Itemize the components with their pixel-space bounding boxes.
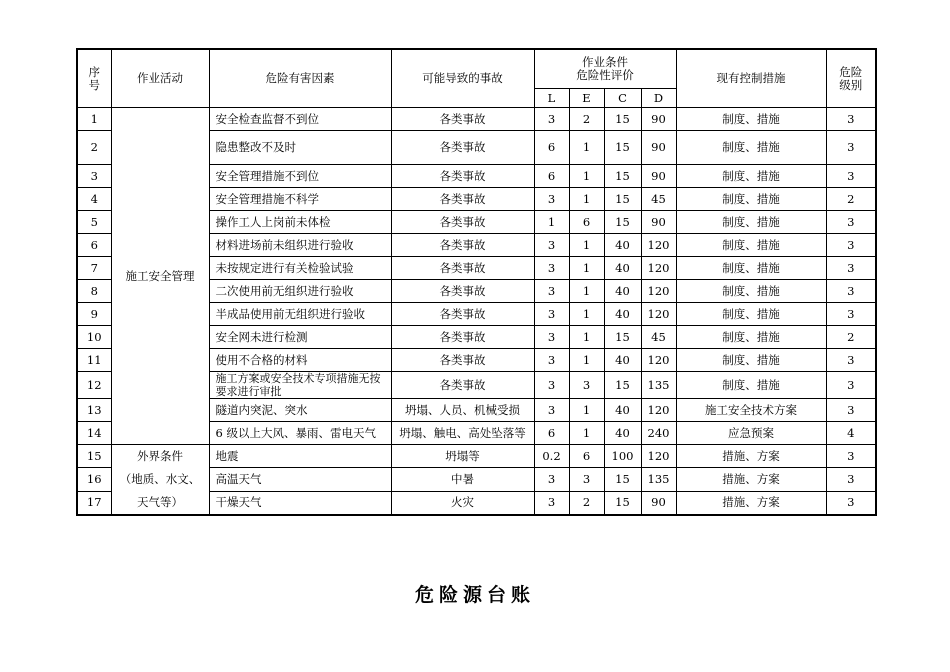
header-condition — [534, 49, 676, 89]
cell-D: 90 — [641, 211, 676, 234]
cell-factor: 施工方案或安全技术专项措施无按要求进行审批 — [209, 372, 391, 399]
cell-accident: 各类事故 — [391, 211, 534, 234]
cell-D: 135 — [641, 372, 676, 399]
cell-seq: 4 — [77, 188, 111, 211]
cell-control: 制度、措施 — [676, 131, 826, 165]
cell-D: 135 — [641, 468, 676, 491]
cell-factor: 半成品使用前无组织进行验收 — [209, 303, 391, 326]
cell-factor: 隐患整改不及时 — [209, 131, 391, 165]
cell-C: 40 — [604, 303, 641, 326]
cell-L: 0.2 — [534, 445, 569, 468]
cell-seq: 5 — [77, 211, 111, 234]
cell-C: 15 — [604, 165, 641, 188]
cell-D: 45 — [641, 188, 676, 211]
cell-accident: 各类事故 — [391, 234, 534, 257]
header-condition-line1: 作业条件 — [582, 55, 628, 69]
cell-level: 3 — [826, 165, 876, 188]
header-accident: 可能导致的事故 — [391, 49, 534, 108]
cell-seq: 10 — [77, 326, 111, 349]
group-line: （地质、水文、 — [119, 472, 201, 486]
cell-factor: 地震 — [209, 445, 391, 468]
cell-level: 3 — [826, 234, 876, 257]
cell-L: 3 — [534, 468, 569, 491]
cell-E: 1 — [569, 188, 604, 211]
cell-D: 240 — [641, 422, 676, 445]
cell-L: 3 — [534, 234, 569, 257]
cell-level: 4 — [826, 422, 876, 445]
table-row — [77, 108, 876, 131]
cell-L: 3 — [534, 280, 569, 303]
cell-L: 3 — [534, 108, 569, 131]
cell-control: 措施、方案 — [676, 445, 826, 468]
cell-E: 3 — [569, 372, 604, 399]
cell-C: 15 — [604, 491, 641, 515]
cell-level: 3 — [826, 131, 876, 165]
cell-control: 措施、方案 — [676, 491, 826, 515]
cell-control: 制度、措施 — [676, 188, 826, 211]
header-seq-part: 序 — [88, 64, 100, 79]
cell-seq: 1 — [77, 108, 111, 131]
header-L: L — [534, 89, 569, 108]
cell-accident: 各类事故 — [391, 108, 534, 131]
cell-control: 制度、措施 — [676, 372, 826, 399]
cell-C: 40 — [604, 349, 641, 372]
cell-L: 3 — [534, 349, 569, 372]
cell-control: 制度、措施 — [676, 280, 826, 303]
cell-E: 1 — [569, 303, 604, 326]
cell-factor: 未按规定进行有关检验试验 — [209, 257, 391, 280]
cell-factor: 二次使用前无组织进行验收 — [209, 280, 391, 303]
cell-L: 1 — [534, 211, 569, 234]
cell-C: 40 — [604, 399, 641, 422]
cell-C: 15 — [604, 211, 641, 234]
cell-D: 90 — [641, 108, 676, 131]
cell-level: 2 — [826, 326, 876, 349]
header-seq — [77, 49, 111, 108]
cell-L: 3 — [534, 257, 569, 280]
cell-level: 3 — [826, 303, 876, 326]
cell-level: 3 — [826, 257, 876, 280]
cell-level: 3 — [826, 372, 876, 399]
hazard-table — [76, 48, 877, 516]
cell-C: 100 — [604, 445, 641, 468]
cell-L: 6 — [534, 422, 569, 445]
cell-accident: 火灾 — [391, 491, 534, 515]
cell-accident: 各类事故 — [391, 165, 534, 188]
cell-factor: 6 级以上大风、暴雨、雷电天气 — [209, 422, 391, 445]
cell-C: 15 — [604, 468, 641, 491]
cell-factor: 高温天气 — [209, 468, 391, 491]
cell-control: 制度、措施 — [676, 326, 826, 349]
cell-control: 制度、措施 — [676, 257, 826, 280]
cell-level: 3 — [826, 349, 876, 372]
table-row — [77, 445, 876, 468]
group-activity-construction-safety: 施工安全管理 — [111, 108, 209, 445]
cell-seq: 9 — [77, 303, 111, 326]
cell-level: 3 — [826, 108, 876, 131]
cell-D: 120 — [641, 234, 676, 257]
cell-E: 1 — [569, 131, 604, 165]
header-C: C — [604, 89, 641, 108]
header-seq-part: 号 — [88, 77, 100, 92]
cell-accident: 中暑 — [391, 468, 534, 491]
header-control: 现有控制措施 — [676, 49, 826, 108]
cell-C: 15 — [604, 108, 641, 131]
cell-L: 3 — [534, 399, 569, 422]
cell-accident: 各类事故 — [391, 326, 534, 349]
cell-control: 措施、方案 — [676, 468, 826, 491]
cell-factor: 安全管理措施不到位 — [209, 165, 391, 188]
document-title: 危险源台账 — [414, 584, 535, 606]
cell-control: 施工安全技术方案 — [676, 399, 826, 422]
cell-control: 制度、措施 — [676, 108, 826, 131]
cell-factor: 材料进场前未组织进行验收 — [209, 234, 391, 257]
cell-seq: 8 — [77, 280, 111, 303]
table-header-row — [77, 49, 876, 89]
cell-control: 应急预案 — [676, 422, 826, 445]
cell-L: 3 — [534, 303, 569, 326]
group-line: 天气等） — [137, 495, 183, 509]
cell-C: 15 — [604, 131, 641, 165]
cell-accident: 坍塌等 — [391, 445, 534, 468]
cell-L: 3 — [534, 326, 569, 349]
cell-level: 3 — [826, 491, 876, 515]
cell-accident: 坍塌、人员、机械受损 — [391, 399, 534, 422]
cell-seq: 14 — [77, 422, 111, 445]
cell-seq: 7 — [77, 257, 111, 280]
header-factor: 危险有害因素 — [209, 49, 391, 108]
cell-factor: 安全管理措施不科学 — [209, 188, 391, 211]
cell-level: 3 — [826, 280, 876, 303]
cell-E: 1 — [569, 399, 604, 422]
cell-C: 40 — [604, 257, 641, 280]
cell-factor: 使用不合格的材料 — [209, 349, 391, 372]
cell-E: 1 — [569, 280, 604, 303]
cell-D: 120 — [641, 280, 676, 303]
header-activity: 作业活动 — [111, 49, 209, 108]
cell-factor: 干燥天气 — [209, 491, 391, 515]
cell-control: 制度、措施 — [676, 211, 826, 234]
header-condition-line2: 危险性评价 — [576, 68, 634, 82]
cell-E: 6 — [569, 445, 604, 468]
cell-seq: 16 — [77, 468, 111, 491]
cell-C: 40 — [604, 280, 641, 303]
cell-D: 90 — [641, 491, 676, 515]
cell-L: 3 — [534, 491, 569, 515]
cell-E: 2 — [569, 108, 604, 131]
header-level-part: 危险 — [839, 64, 863, 79]
cell-E: 2 — [569, 491, 604, 515]
header-E: E — [569, 89, 604, 108]
cell-control: 制度、措施 — [676, 303, 826, 326]
cell-seq: 3 — [77, 165, 111, 188]
cell-L: 6 — [534, 165, 569, 188]
cell-L: 6 — [534, 131, 569, 165]
cell-level: 3 — [826, 399, 876, 422]
cell-E: 3 — [569, 468, 604, 491]
cell-E: 1 — [569, 326, 604, 349]
cell-D: 45 — [641, 326, 676, 349]
cell-accident: 各类事故 — [391, 188, 534, 211]
cell-factor: 操作工人上岗前未体检 — [209, 211, 391, 234]
cell-D: 120 — [641, 349, 676, 372]
cell-L: 3 — [534, 188, 569, 211]
cell-C: 15 — [604, 326, 641, 349]
cell-seq: 2 — [77, 131, 111, 165]
cell-factor: 隧道内突泥、突水 — [209, 399, 391, 422]
cell-C: 15 — [604, 372, 641, 399]
cell-seq: 11 — [77, 349, 111, 372]
cell-E: 1 — [569, 234, 604, 257]
cell-E: 1 — [569, 349, 604, 372]
cell-seq: 17 — [77, 491, 111, 515]
cell-E: 6 — [569, 211, 604, 234]
cell-D: 120 — [641, 399, 676, 422]
cell-accident: 各类事故 — [391, 257, 534, 280]
group-line: 外界条件 — [137, 449, 183, 463]
cell-control: 制度、措施 — [676, 234, 826, 257]
cell-level: 3 — [826, 211, 876, 234]
cell-C: 40 — [604, 422, 641, 445]
header-D: D — [641, 89, 676, 108]
cell-accident: 各类事故 — [391, 349, 534, 372]
cell-seq: 6 — [77, 234, 111, 257]
cell-level: 3 — [826, 445, 876, 468]
cell-accident: 各类事故 — [391, 372, 534, 399]
cell-E: 1 — [569, 422, 604, 445]
cell-D: 90 — [641, 165, 676, 188]
cell-accident: 各类事故 — [391, 303, 534, 326]
cell-accident: 各类事故 — [391, 280, 534, 303]
cell-level: 2 — [826, 188, 876, 211]
cell-seq: 15 — [77, 445, 111, 468]
cell-seq: 13 — [77, 399, 111, 422]
header-level — [826, 49, 876, 108]
cell-D: 120 — [641, 303, 676, 326]
cell-D: 120 — [641, 257, 676, 280]
cell-E: 1 — [569, 165, 604, 188]
cell-accident: 坍塌、触电、高处坠落等 — [391, 422, 534, 445]
cell-factor: 安全网未进行检测 — [209, 326, 391, 349]
cell-control: 制度、措施 — [676, 349, 826, 372]
cell-D: 90 — [641, 131, 676, 165]
cell-D: 120 — [641, 445, 676, 468]
cell-level: 3 — [826, 468, 876, 491]
header-level-part: 级别 — [839, 77, 863, 92]
cell-control: 制度、措施 — [676, 165, 826, 188]
cell-C: 40 — [604, 234, 641, 257]
cell-seq: 12 — [77, 372, 111, 399]
cell-C: 15 — [604, 188, 641, 211]
cell-E: 1 — [569, 257, 604, 280]
cell-factor: 安全检查监督不到位 — [209, 108, 391, 131]
cell-L: 3 — [534, 372, 569, 399]
group-activity-external-conditions — [111, 445, 209, 516]
cell-accident: 各类事故 — [391, 131, 534, 165]
